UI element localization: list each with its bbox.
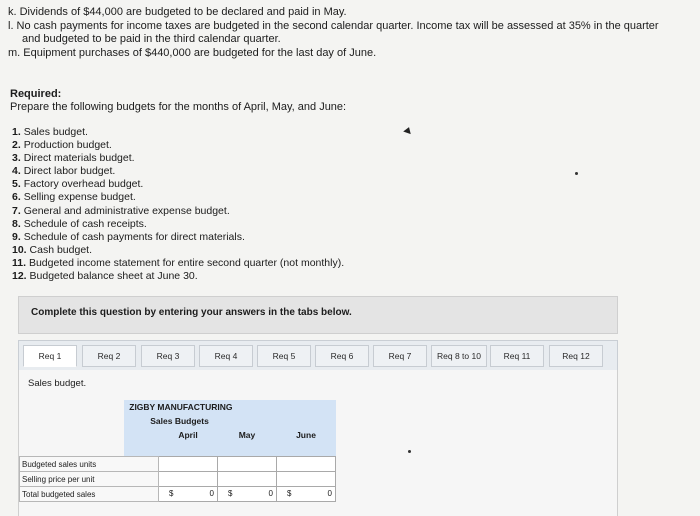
currency-symbol: $	[169, 489, 174, 498]
item-text: Production budget.	[23, 139, 112, 152]
list-item	[12, 191, 344, 204]
problem-text	[8, 6, 698, 60]
list-item	[12, 270, 344, 283]
company-name: ZIGBY MANUFACTURING	[124, 400, 335, 414]
tab-req-8-to-10[interactable]: Req 8 to 10	[431, 345, 487, 367]
item-number: 5.	[12, 178, 21, 191]
speck-icon	[575, 172, 578, 175]
item-number: 10.	[12, 243, 27, 256]
april-total-cell	[159, 487, 218, 502]
tab-req-4[interactable]: Req 4	[199, 345, 253, 367]
tab-req-5[interactable]: Req 5	[257, 345, 311, 367]
item-number: 12.	[12, 270, 27, 283]
problem-line-l2: and budgeted to be paid in the third calendar quarter.	[22, 33, 281, 45]
tab-req-6[interactable]: Req 6	[315, 345, 369, 367]
may-total-value: 0	[268, 489, 273, 498]
tab-req-1[interactable]: Req 1	[23, 345, 77, 367]
tab-req-2[interactable]: Req 2	[82, 345, 136, 367]
item-number: 1.	[12, 126, 21, 138]
budget-subtitle: Sales Budgets	[124, 414, 335, 428]
column-header-june: June	[277, 428, 336, 442]
item-text: Budgeted income statement for entire second quarter (not monthly).	[28, 256, 345, 269]
column-header-may: May	[218, 428, 277, 442]
may-units-input[interactable]	[218, 457, 277, 472]
june-total-value: 0	[327, 489, 332, 498]
tab-req-7[interactable]: Req 7	[373, 345, 427, 367]
req-tab-bar	[18, 340, 618, 372]
item-number: 2.	[12, 139, 21, 152]
may-price-input[interactable]	[218, 472, 277, 487]
row-label-total: Total budgeted sales	[20, 487, 159, 502]
item-text: Sales budget.	[23, 126, 88, 138]
item-number: 4.	[12, 165, 21, 178]
tab-req-3[interactable]: Req 3	[141, 345, 195, 367]
tab-req-12[interactable]: Req 12	[549, 345, 603, 367]
list-item	[12, 218, 344, 231]
list-item	[12, 205, 344, 218]
item-text: Selling expense budget.	[23, 191, 136, 204]
problem-line-m: m. Equipment purchases of $440,000 are budgeted for the last day of June.	[8, 46, 377, 59]
currency-symbol: $	[228, 489, 233, 498]
item-text: General and administrative expense budget.	[23, 204, 230, 217]
item-number: 9.	[12, 230, 21, 243]
problem-line-l1: l. No cash payments for income taxes are budgeted in the second calendar quarter. Income tax will be assessed at 35% in the quarter	[8, 19, 659, 32]
april-total-value: 0	[209, 489, 214, 498]
june-units-input[interactable]	[277, 457, 336, 472]
item-text: Cash budget.	[29, 243, 92, 256]
required-heading: Required:	[10, 88, 62, 100]
june-price-input[interactable]	[277, 472, 336, 487]
item-number: 11.	[12, 256, 27, 269]
mouse-cursor-icon	[403, 126, 413, 134]
list-item	[12, 165, 344, 178]
problem-line-k: k. Dividends of $44,000 are budgeted to be declared and paid in May.	[8, 6, 347, 18]
tab-req-11[interactable]: Req 11	[490, 345, 544, 367]
june-total-cell	[277, 487, 336, 502]
item-number: 3.	[12, 152, 21, 165]
table-row	[20, 472, 336, 487]
row-label-price: Selling price per unit	[20, 472, 159, 487]
sales-budget-table	[19, 400, 336, 502]
currency-symbol: $	[287, 489, 292, 498]
item-text: Direct labor budget.	[23, 165, 116, 178]
list-item	[12, 231, 344, 244]
required-section	[10, 88, 346, 114]
item-text: Schedule of cash payments for direct materials.	[23, 230, 245, 243]
item-number: 7.	[12, 204, 21, 217]
speck-icon	[408, 450, 411, 453]
requirements-list	[12, 126, 344, 283]
list-item	[12, 152, 344, 165]
april-price-input[interactable]	[159, 472, 218, 487]
list-item	[12, 178, 344, 191]
item-number: 8.	[12, 217, 21, 230]
april-units-input[interactable]	[159, 457, 218, 472]
item-text: Factory overhead budget.	[23, 178, 144, 191]
section-title: Sales budget.	[28, 378, 87, 389]
item-text: Direct materials budget.	[23, 152, 135, 165]
instruction-panel	[18, 296, 618, 334]
table-row	[20, 457, 336, 472]
item-number: 6.	[12, 191, 21, 204]
list-item	[12, 244, 344, 257]
item-text: Budgeted balance sheet at June 30.	[29, 270, 198, 283]
list-item	[12, 139, 344, 152]
list-item	[12, 126, 344, 139]
table-row	[20, 487, 336, 502]
required-instruction: Prepare the following budgets for the months of April, May, and June:	[10, 101, 347, 113]
list-item	[12, 257, 344, 270]
item-text: Schedule of cash receipts.	[23, 217, 147, 230]
req-1-content	[18, 370, 618, 516]
column-header-april: April	[159, 428, 218, 442]
may-total-cell	[218, 487, 277, 502]
instruction-message: Complete this question by entering your answers in the tabs below.	[31, 307, 352, 318]
row-label-units: Budgeted sales units	[20, 457, 159, 472]
